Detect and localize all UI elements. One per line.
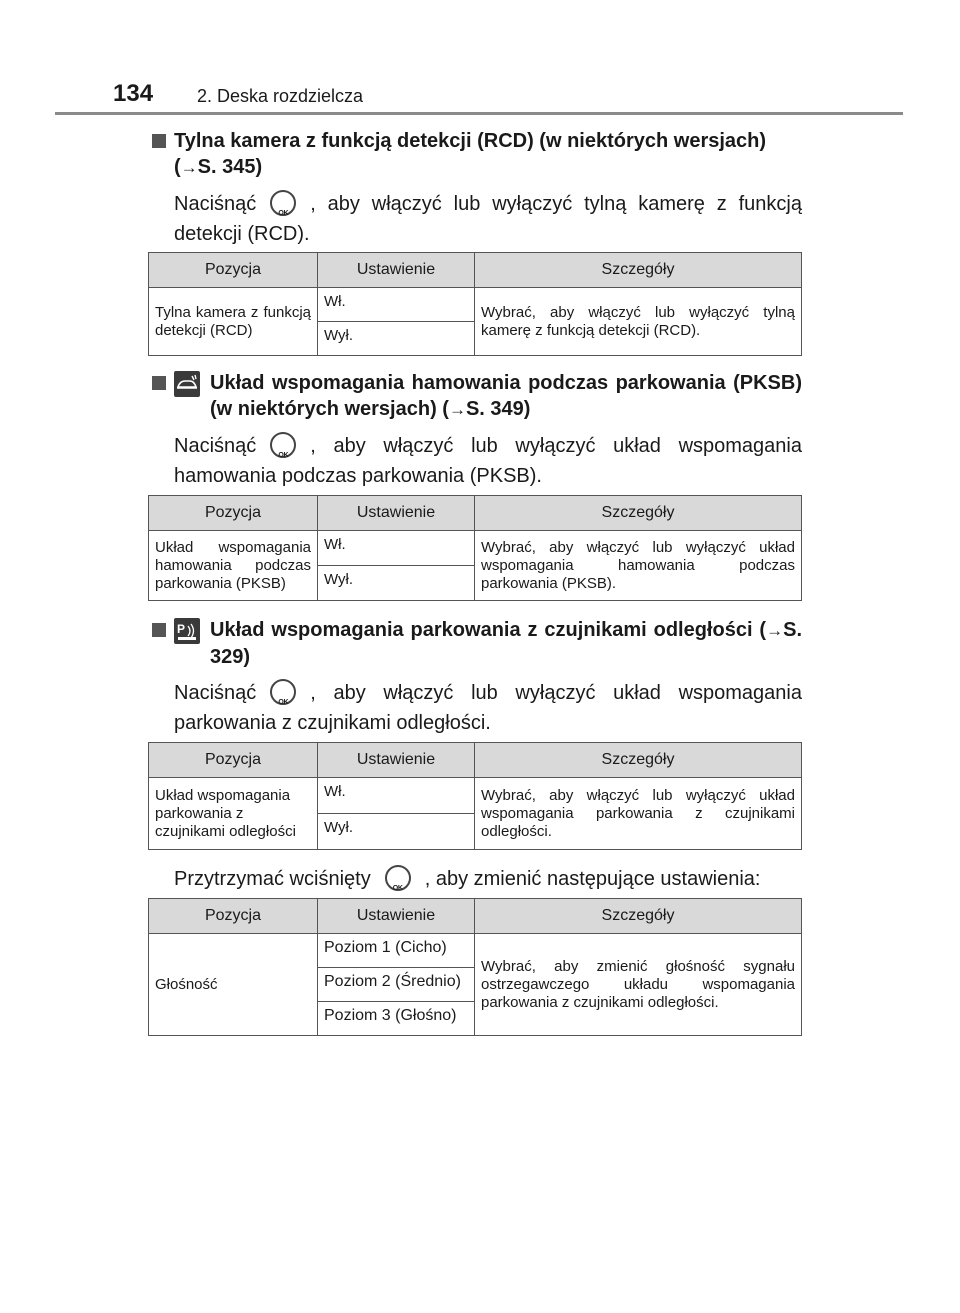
heading-text: Tylna kamera z funkcją detekcji (RCD) (w niektórych wersjach) bbox=[174, 130, 767, 152]
setting-cell: Wł. bbox=[318, 288, 475, 322]
header-setting: Ustawienie bbox=[318, 496, 475, 531]
section-rcd bbox=[148, 128, 802, 249]
section-body bbox=[148, 431, 802, 491]
setting-cell: Wył. bbox=[318, 322, 475, 356]
table-row bbox=[149, 934, 802, 968]
details-cell: Wybrać, aby włączyć lub wyłączyć układ wspomagania parkowania z czujnikami odległości. bbox=[475, 778, 802, 850]
svg-text:P: P bbox=[177, 622, 186, 636]
table-row bbox=[149, 778, 802, 814]
header-setting: Ustawienie bbox=[318, 899, 475, 934]
square-bullet-icon bbox=[152, 134, 166, 148]
page-ref: S. 349 bbox=[465, 398, 524, 420]
section-heading: Układ wspomagania hamowania podczas parkowania (PKSB) (w niektórych wersjach) (→S. 349) bbox=[148, 370, 802, 423]
setting-cell: Poziom 3 (Głośno) bbox=[318, 1002, 475, 1036]
setting-cell: Wł. bbox=[318, 531, 475, 566]
ref-arrow: → bbox=[448, 400, 466, 419]
header-position: Pozycja bbox=[149, 496, 318, 531]
header-details: Szczegóły bbox=[475, 743, 802, 778]
section-pksb bbox=[148, 370, 802, 491]
header-details: Szczegóły bbox=[475, 899, 802, 934]
section-body bbox=[148, 678, 802, 738]
text-after: , aby zmienić następujące ustawienia: bbox=[424, 868, 761, 890]
text-before: Przytrzymać wciśnięty bbox=[174, 868, 371, 890]
square-bullet-icon bbox=[152, 623, 166, 637]
text-before: Naciśnąć bbox=[174, 682, 257, 704]
header-rule bbox=[55, 112, 903, 115]
setting-cell: Poziom 1 (Cicho) bbox=[318, 934, 475, 968]
ok-button-icon bbox=[270, 432, 296, 458]
text-before: Naciśnąć bbox=[174, 193, 257, 215]
setting-cell: Wł. bbox=[318, 778, 475, 814]
details-cell: Wybrać, aby włączyć lub wyłączyć układ wspomagania hamowania podczas parkowania (PKSB). bbox=[475, 531, 802, 601]
section-body bbox=[148, 189, 802, 249]
table-header-row bbox=[149, 743, 802, 778]
header-setting: Ustawienie bbox=[318, 743, 475, 778]
table-volume bbox=[148, 898, 802, 1036]
pksb-icon bbox=[174, 371, 200, 397]
text-before: Naciśnąć bbox=[174, 435, 257, 457]
table-header-row bbox=[149, 899, 802, 934]
ref-arrow: → bbox=[766, 621, 784, 640]
page-number: 134 bbox=[113, 80, 154, 107]
header-position: Pozycja bbox=[149, 253, 318, 288]
heading-text: Układ wspomagania parkowania z czujnikami odległości bbox=[210, 619, 753, 641]
table-pksb bbox=[148, 495, 802, 601]
text-after: , aby włączyć lub wyłączyć tylną kamerę z funkcją detekcji (RCD). bbox=[174, 193, 802, 245]
hold-instruction bbox=[148, 864, 802, 894]
item-cell: Układ wspomagania parkowania z czujnikami odległości bbox=[149, 778, 318, 850]
section-parking-sensor bbox=[148, 617, 802, 738]
ok-button-icon bbox=[270, 679, 296, 705]
setting-cell: Poziom 2 (Średnio) bbox=[318, 968, 475, 1002]
details-cell: Wybrać, aby włączyć lub wyłączyć tylną kamerę z funkcją detekcji (RCD). bbox=[475, 288, 802, 356]
header-position: Pozycja bbox=[149, 899, 318, 934]
item-cell: Tylna kamera z funkcją detekcji (RCD) bbox=[149, 288, 318, 356]
header-position: Pozycja bbox=[149, 743, 318, 778]
square-bullet-icon bbox=[152, 376, 166, 390]
section-heading: P Układ wspomagania parkowania z czujnikami odległości (→S. 329) bbox=[148, 617, 802, 670]
page-header bbox=[0, 0, 960, 116]
setting-cell: Wył. bbox=[318, 566, 475, 601]
heading-text: Układ wspomagania hamowania podczas parkowania (PKSB) (w niektórych wersjach) bbox=[210, 372, 802, 420]
section-heading: Tylna kamera z funkcją detekcji (RCD) (w niektórych wersjach) (→S. 345) bbox=[148, 128, 802, 181]
chapter-title: 2. Deska rozdzielcza bbox=[197, 86, 364, 106]
item-cell: Układ wspomagania hamowania podczas parkowania (PKSB) bbox=[149, 531, 318, 601]
header-setting: Ustawienie bbox=[318, 253, 475, 288]
details-cell: Wybrać, aby zmienić głośność sygnału ostrzegawczego układu wspomagania parkowania z czujnikami odległości. bbox=[475, 934, 802, 1036]
ok-button-icon bbox=[270, 190, 296, 216]
text-after: , aby włączyć lub wyłączyć układ wspomagania parkowania z czujnikami odległości. bbox=[174, 682, 802, 734]
header-details: Szczegóły bbox=[475, 253, 802, 288]
table-row bbox=[149, 531, 802, 566]
item-cell: Głośność bbox=[149, 934, 318, 1036]
page-ref: S. 345 bbox=[197, 156, 256, 178]
table-rcd bbox=[148, 252, 802, 356]
setting-cell: Wył. bbox=[318, 814, 475, 850]
ref-arrow: → bbox=[180, 158, 198, 177]
page-ref: S. 329 bbox=[210, 619, 803, 668]
header-details: Szczegóły bbox=[475, 496, 802, 531]
table-row bbox=[149, 288, 802, 322]
ok-button-icon bbox=[385, 865, 411, 891]
parking-sensor-icon bbox=[174, 618, 200, 644]
text-after: , aby włączyć lub wyłączyć układ wspomagania hamowania podczas parkowania (PKSB). bbox=[174, 435, 802, 487]
table-parking-sensor bbox=[148, 742, 802, 850]
table-header-row bbox=[149, 496, 802, 531]
table-header-row bbox=[149, 253, 802, 288]
